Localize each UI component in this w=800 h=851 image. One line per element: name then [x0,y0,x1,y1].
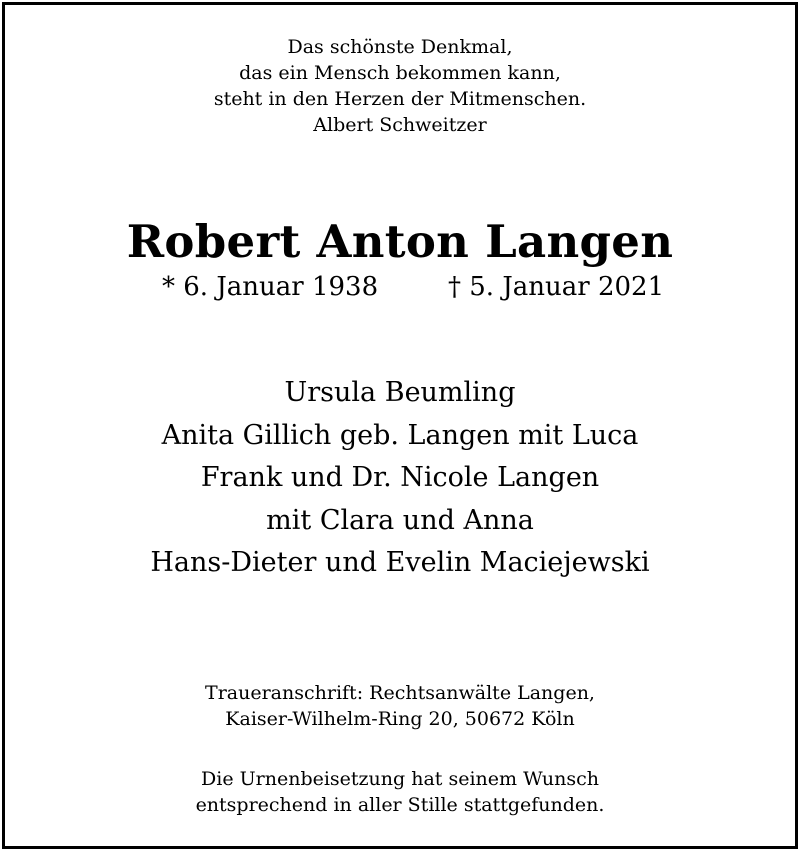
note-line: Die Urnenbeisetzung hat seinem Wunsch [201,768,599,790]
mourner-line: Frank und Dr. Nicole Langen [200,462,600,493]
address-line: Kaiser-Wilhelm-Ring 20, 50672 Köln [225,708,575,730]
address-line: Traueranschrift: Rechtsanwälte Langen, [205,682,595,704]
mourner-line: Anita Gillich geb. Langen mit Luca [161,419,639,451]
mourners-list [0,372,800,585]
mourner-line: Hans-Dieter und Evelin Maciejewski [150,547,650,578]
quote-line: steht in den Herzen der Mitmenschen. [213,88,587,110]
deceased-name: Robert Anton Langen [126,215,674,268]
mourner-line: Ursula Beumling [284,377,516,408]
mourner-line: mit Clara und Anna [266,504,534,536]
memorial-quote [0,34,800,138]
quote-line: das ein Mensch bekommen kann, [239,62,561,84]
note-line: entsprechend in aller Stille stattgefunden. [195,794,605,816]
quote-line: Das schönste Denkmal, [287,36,513,58]
condolence-address [0,680,800,732]
birth-date: * 6. Januar 1938 [162,272,379,302]
life-dates [0,270,800,304]
death-date: † 5. Januar 2021 [448,272,665,302]
quote-author: Albert Schweitzer [313,114,487,136]
burial-note [0,766,800,818]
